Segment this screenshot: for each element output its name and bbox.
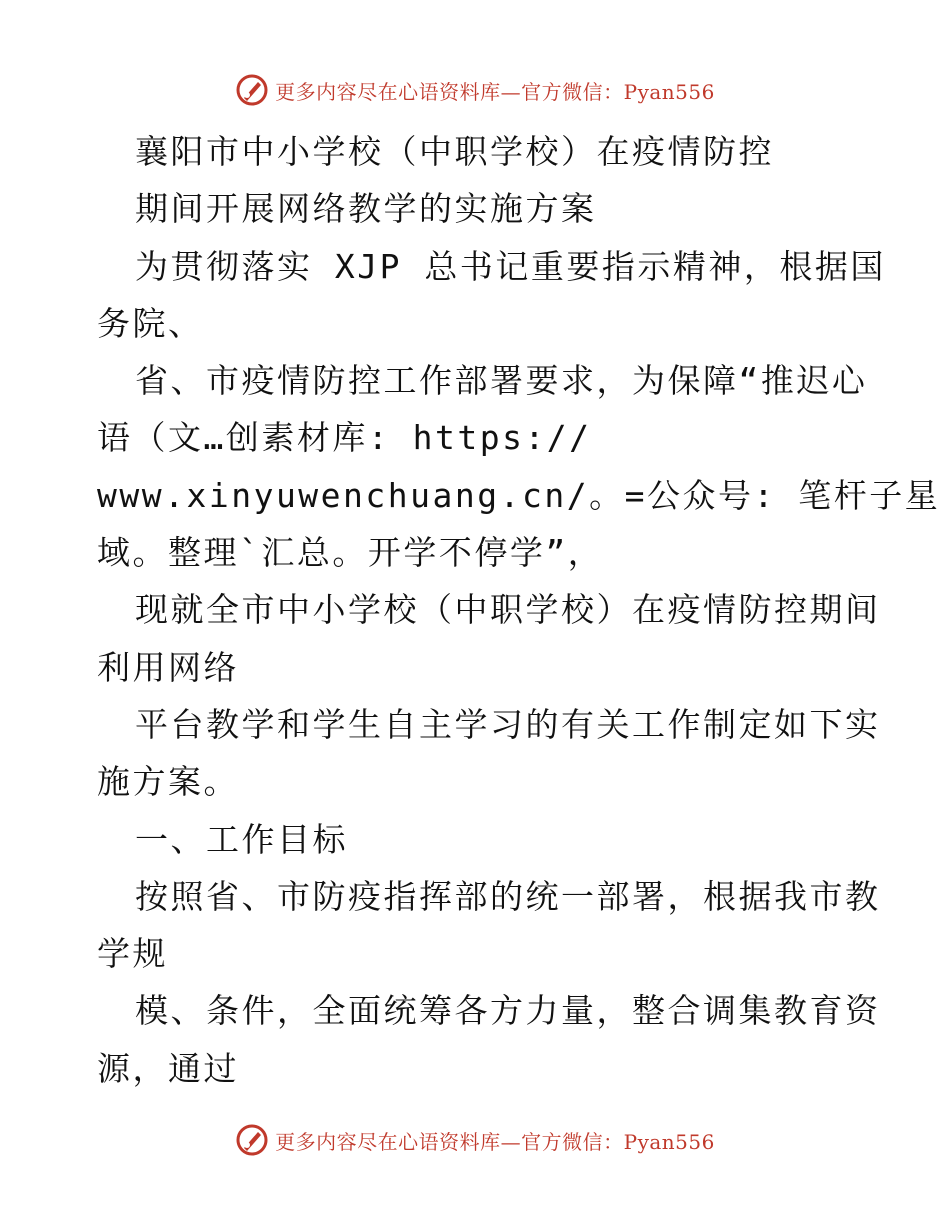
doc-line: 按照省、市防疫指挥部的统一部署，根据我市教 <box>135 876 881 916</box>
doc-line-url: www.xinyuwenchuang.cn/。=公众号: 笔杆子星 <box>97 475 941 515</box>
doc-line: 域。整理`汇总。开学不停学”， <box>97 533 604 573</box>
doc-line: 模、条件，全面统筹各方力量，整合调集教育资 <box>135 991 881 1031</box>
header-banner <box>0 70 950 110</box>
section-heading: 一、工作目标 <box>135 819 348 859</box>
doc-line: 源，通过 <box>97 1048 239 1088</box>
footer-banner <box>0 1120 950 1160</box>
doc-line: 施方案。 <box>97 762 239 802</box>
pen-badge-icon <box>235 73 269 107</box>
doc-line: 务院、 <box>97 303 204 343</box>
doc-line: 学规 <box>97 934 168 974</box>
doc-title-line-1: 襄阳市中小学校（中职学校）在疫情防控 <box>135 132 774 171</box>
doc-line: 为贯彻落实 XJP 总书记重要指示精神，根据国 <box>135 246 886 286</box>
document-body <box>97 123 941 1097</box>
doc-line: 现就全市中小学校（中职学校）在疫情防控期间 <box>135 590 881 630</box>
header-banner-text: 更多内容尽在心语资料库—官方微信：Pyan556 <box>275 79 715 104</box>
doc-title-line-2: 期间开展网络教学的实施方案 <box>135 189 597 229</box>
footer-banner-text: 更多内容尽在心语资料库—官方微信：Pyan556 <box>275 1129 715 1154</box>
doc-line: 平台教学和学生自主学习的有关工作制定如下实 <box>135 704 881 744</box>
doc-line: 利用网络 <box>97 647 239 687</box>
pen-badge-icon <box>235 1123 269 1157</box>
doc-line: 语（文…创素材库: https:// <box>97 418 592 458</box>
doc-line: 省、市疫情防控工作部署要求，为保障“推迟心 <box>135 361 868 401</box>
